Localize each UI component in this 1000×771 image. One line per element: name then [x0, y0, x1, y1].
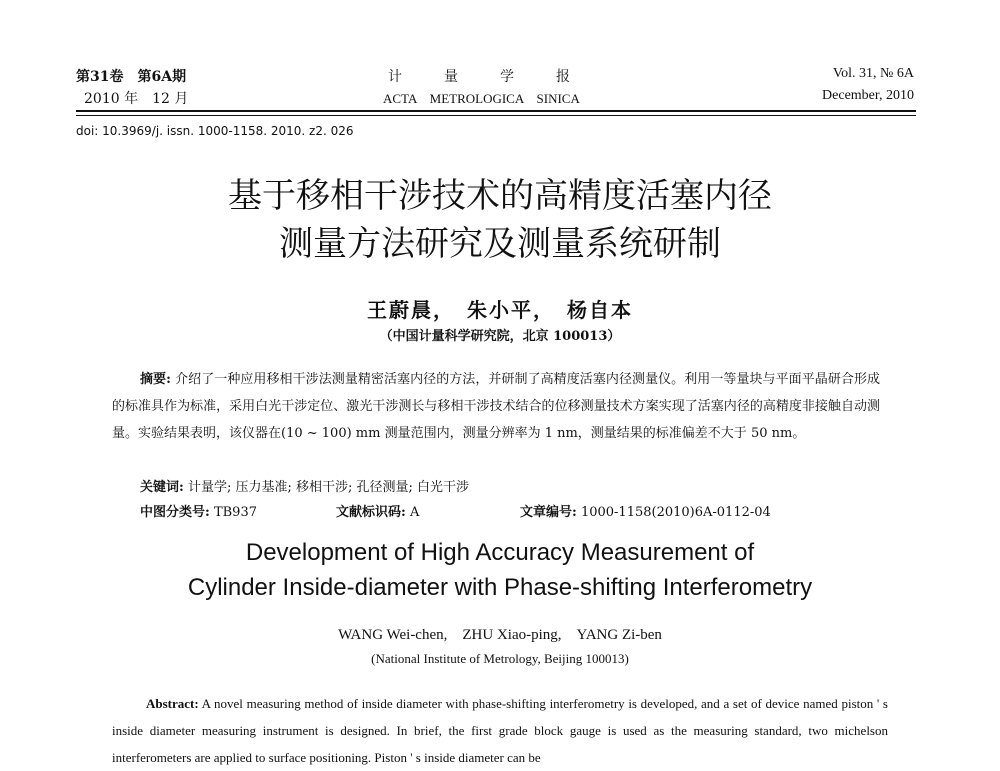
authors-en: WANG Wei-chen, ZHU Xiao-ping, YANG Zi-ben	[338, 627, 662, 643]
abstract-en-label: Abstract:	[146, 696, 199, 711]
doc-code-value: A	[405, 505, 420, 520]
abstract-en	[112, 690, 888, 771]
journal-name-cn: 计 量 学 报	[388, 69, 570, 85]
doc-code	[336, 501, 419, 520]
affiliation-en: (National Institute of Metrology, Beijing 100013)	[371, 651, 629, 666]
clc-number	[140, 501, 257, 520]
journal-volume-en: Vol. 31, № 6A	[832, 66, 914, 81]
keywords-cn-text: 计量学; 压力基准; 移相干涉; 孔径测量; 白光干涉	[183, 480, 469, 495]
authors-cn: 王蔚晨， 朱小平， 杨自本	[367, 298, 633, 322]
clc-label: 中图分类号:	[140, 505, 210, 520]
abstract-en-text: A novel measuring method of inside diameter with phase-shifting interferometry is developed, and a set of device named piston ' s inside diameter measuring instrument is designed. In brief, the first grade block gauge is used as the measuring standard, two michelson interferometers are applied to surface positioning. Piston ' s inside diameter can be	[112, 696, 888, 765]
header-rule-thick	[76, 110, 916, 112]
abstract-cn	[112, 366, 880, 447]
title-en-line-1: Development of High Accuracy Measurement of	[245, 539, 755, 566]
title-en-line-2: Cylinder Inside-diameter with Phase-shifting Interferometry	[187, 574, 813, 601]
abstract-cn-text: 介绍了一种应用移相干涉法测量精密活塞内径的方法，并研制了高精度活塞内径测量仪。利用一等量块与平面平晶研合形成的标准具作为标准，采用白光干涉定位、激光干涉测长与移相干涉技术结合的位移测量技术方案实现了活塞内径的高精度非接触自动测量。实验结果表明，该仪器在(10 ~ 100) mm 测量范围内，测量分辨率为 1 nm，测量结果的标准偏差不大于 50 nm。	[112, 372, 880, 441]
article-number-value: 1000-1158(2010)6A-0112-04	[576, 505, 771, 520]
journal-volume-issue: 第31卷 第6A期	[76, 69, 187, 85]
doi: doi: 10.3969/j. issn. 1000-1158. 2010. z2. 026	[76, 124, 354, 138]
clc-value: TB937	[209, 505, 257, 520]
affiliation-cn: （中国计量科学研究院，北京 100013）	[379, 329, 621, 344]
article-number	[520, 501, 771, 520]
header-rule-thin	[76, 115, 916, 116]
journal-date: 2010 年 12 月	[84, 91, 189, 107]
title-cn-line-2: 测量方法研究及测量系统研制	[279, 224, 721, 264]
title-cn-line-1: 基于移相干涉技术的高精度活塞内径	[228, 176, 772, 216]
journal-name-en: ACTA METROLOGICA SINICA	[383, 91, 580, 106]
article-number-label: 文章编号:	[520, 505, 577, 520]
keywords-cn	[140, 476, 469, 495]
abstract-cn-label: 摘要:	[140, 372, 171, 387]
doc-code-label: 文献标识码:	[336, 505, 406, 520]
journal-date-en: December, 2010	[822, 88, 914, 103]
keywords-cn-label: 关键词:	[140, 480, 184, 495]
